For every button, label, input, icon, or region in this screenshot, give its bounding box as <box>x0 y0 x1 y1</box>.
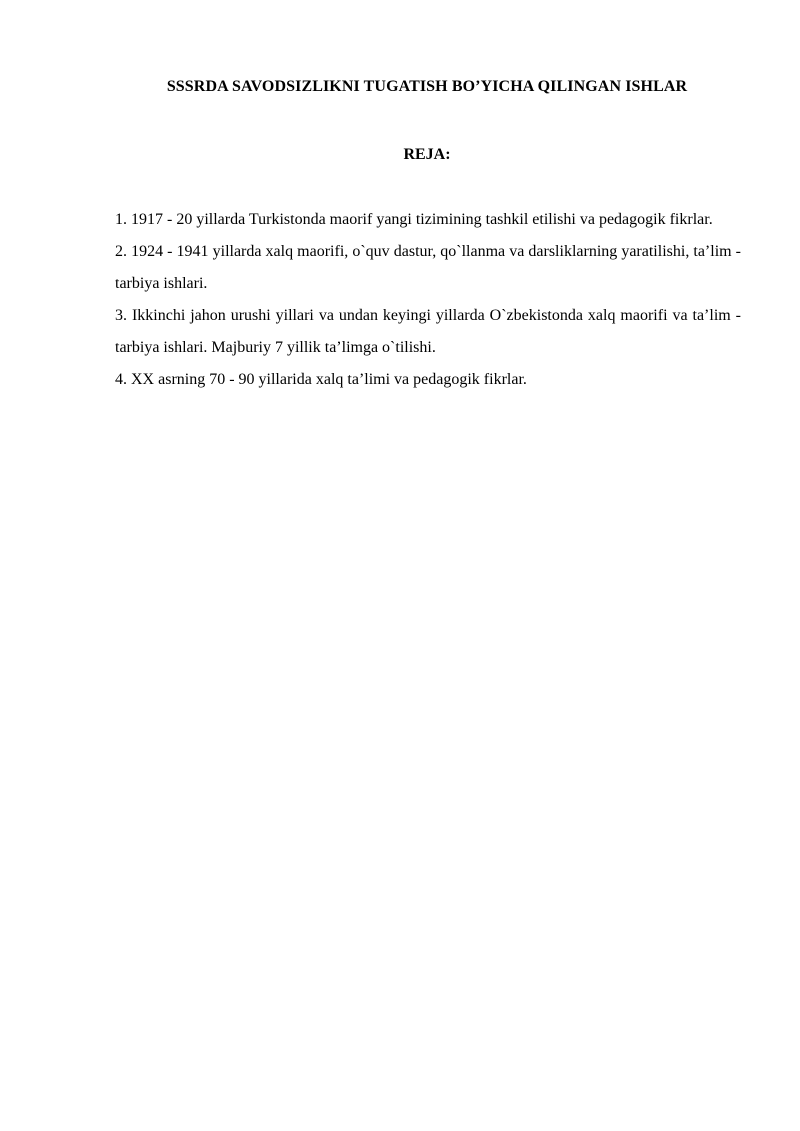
plan-item-4: 4. XX asrning 70 - 90 yillarida xalq ta’limi va pedagogik fikrlar. <box>115 371 527 388</box>
plan-item-1: 1. 1917 - 20 yillarda Turkistonda maorif yangi tizimining tashkil etilishi va pedagogik fikrlar. <box>115 211 713 228</box>
plan-heading: REJA: <box>403 146 451 163</box>
plan-item-3: 3. Ikkinchi jahon urushi yillari va undan keyingi yillarda O`zbekistonda xalq maorifi va ta’lim - tarbiya ishlari. Majburiy 7 yillik ta’limga o`tilishi. <box>115 307 741 356</box>
plan-item-2: 2. 1924 - 1941 yillarda xalq maorifi, o`quv dastur, qo`llanma va darsliklarning yaratilishi, ta’lim - tarbiya ishlari. <box>115 243 741 292</box>
plan-list <box>115 204 741 396</box>
document-title: SSSRDA SAVODSIZLIKNI TUGATISH BO’YICHA QILINGAN ISHLAR <box>166 78 688 95</box>
